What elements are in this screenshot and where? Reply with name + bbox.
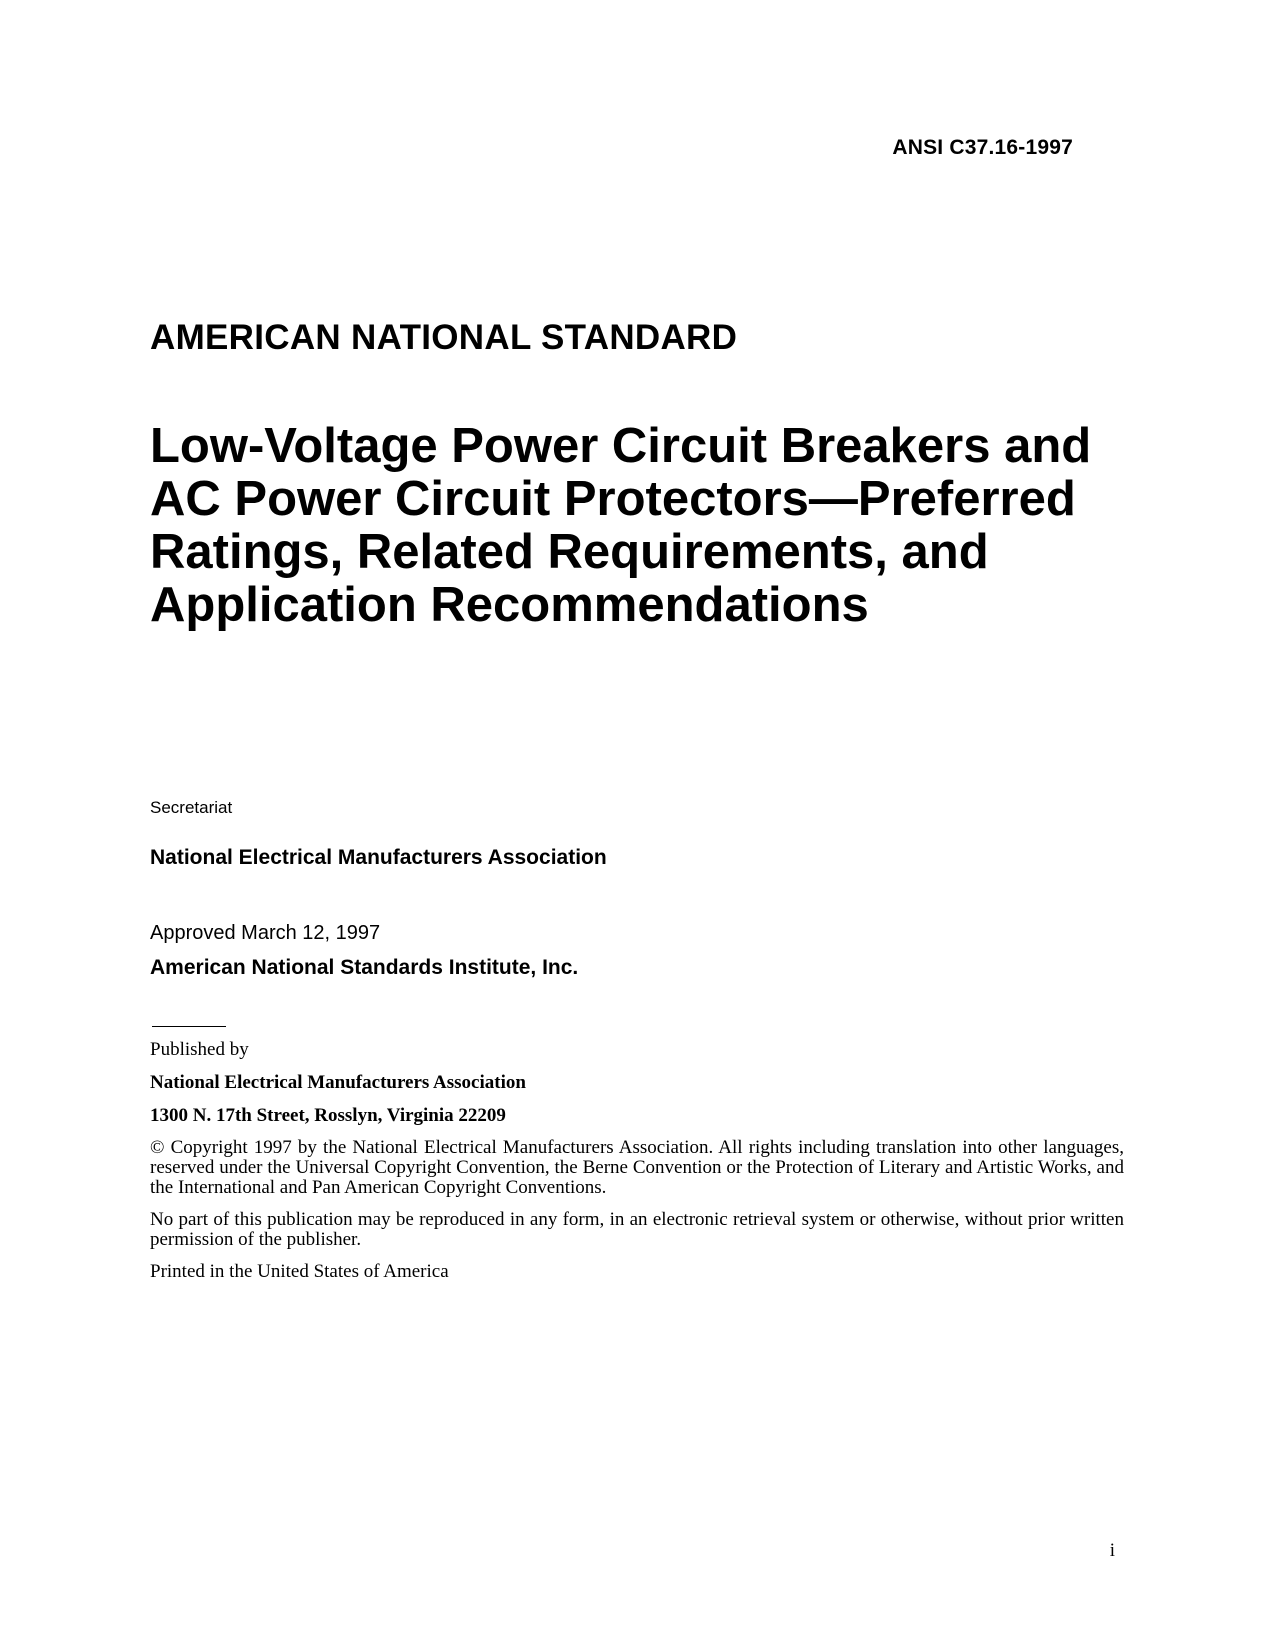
publisher-name: National Electrical Manufacturers Association — [150, 1072, 526, 1093]
publisher-block — [150, 1040, 1124, 1282]
approving-organization: American National Standards Institute, Inc. — [150, 956, 579, 979]
secretariat-label: Secretariat — [150, 798, 233, 817]
publisher-address: 1300 N. 17th Street, Rosslyn, Virginia 22209 — [150, 1105, 506, 1126]
secretariat-organization: National Electrical Manufacturers Association — [150, 846, 607, 869]
document-id: ANSI C37.16-1997 — [892, 136, 1073, 159]
divider-rule — [152, 1026, 226, 1027]
document-title — [150, 420, 1150, 632]
printed-in-notice: Printed in the United States of America — [150, 1261, 449, 1282]
published-by-label: Published by — [150, 1039, 249, 1060]
standard-label: AMERICAN NATIONAL STANDARD — [150, 318, 738, 357]
title-line: AC Power Circuit Protectors—Preferred — [150, 472, 1076, 526]
title-line: Application Recommendations — [150, 578, 869, 632]
title-line: Low-Voltage Power Circuit Breakers and — [150, 419, 1092, 473]
title-line: Ratings, Related Requirements, and — [150, 525, 989, 579]
copyright-notice: © Copyright 1997 by the National Electrical Manufacturers Association. All rights including translation into other languages, reserved under the Universal Copyright Convention, the Berne Convention or the Protection of Literary and Artistic Works, and the International and Pan American Copyright Conventions. — [150, 1137, 1124, 1198]
reproduction-notice: No part of this publication may be reproduced in any form, in an electronic retrieval system or otherwise, without prior written permission of the publisher. — [150, 1209, 1124, 1250]
page-number: i — [1109, 1540, 1115, 1561]
approval-date: Approved March 12, 1997 — [150, 922, 381, 944]
